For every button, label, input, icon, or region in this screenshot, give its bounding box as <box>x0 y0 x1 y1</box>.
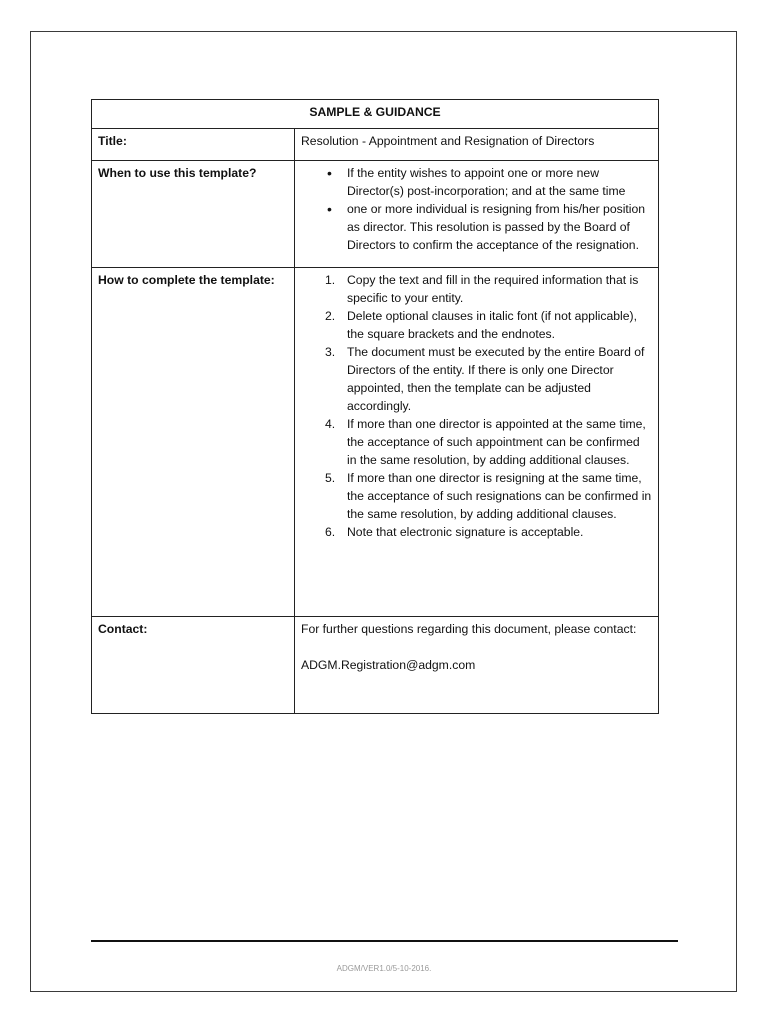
when-bullet-list <box>301 164 652 254</box>
table-row <box>92 268 659 617</box>
list-item <box>301 415 652 469</box>
how-value <box>295 268 659 617</box>
step-number: 4. <box>325 417 336 431</box>
list-item <box>301 469 652 523</box>
table-row <box>92 161 659 268</box>
list-item: • one or more individual is resigning from his/her position as director. This resolution is passed by the Board of Directors to confirm the acceptance of the resignation. <box>301 200 652 254</box>
list-item <box>301 523 652 541</box>
contact-email: ADGM.Registration@adgm.com <box>301 658 476 672</box>
step-text: Copy the text and fill in the required information that is specific to your entity. <box>347 273 639 305</box>
step-number: 5. <box>325 471 336 485</box>
step-number: 2. <box>325 309 336 323</box>
how-label: How to complete the template: <box>92 268 295 617</box>
step-number: 1. <box>325 273 336 287</box>
table-row <box>92 129 659 161</box>
when-label: When to use this template? <box>92 161 295 268</box>
contact-label: Contact: <box>92 617 295 714</box>
step-text: Note that electronic signature is acceptable. <box>347 525 584 539</box>
list-item <box>301 271 652 307</box>
step-number: 6. <box>325 525 336 539</box>
table-row <box>92 617 659 714</box>
step-text: If more than one director is appointed at the same time, the acceptance of such appointment can be confirmed in the same resolution, by adding additional clauses. <box>347 417 646 467</box>
step-number: 3. <box>325 345 336 359</box>
list-item <box>301 307 652 343</box>
table-header: SAMPLE & GUIDANCE <box>92 100 659 129</box>
how-step-list <box>301 271 652 541</box>
title-label: Title: <box>92 129 295 161</box>
step-text: Delete optional clauses in italic font (if not applicable), the square brackets and the endnotes. <box>347 309 637 341</box>
when-value <box>295 161 659 268</box>
contact-text: For further questions regarding this document, please contact: <box>301 622 637 636</box>
step-text: The document must be executed by the entire Board of Directors of the entity. If there is only one Director appointed, then the template can be adjusted accordingly. <box>347 345 645 413</box>
guidance-table <box>91 99 659 714</box>
title-value: Resolution - Appointment and Resignation of Directors <box>295 129 659 161</box>
step-text: If more than one director is resigning at the same time, the acceptance of such resignations can be confirmed in the same resolution, by adding additional clauses. <box>347 471 652 521</box>
footer-version: ADGM/VER1.0/5-10-2016. <box>336 964 432 973</box>
list-item <box>301 343 652 415</box>
footer-divider <box>91 940 678 942</box>
contact-value <box>295 617 659 714</box>
list-item: • If the entity wishes to appoint one or more new Director(s) post-incorporation; and at the same time <box>301 164 652 200</box>
